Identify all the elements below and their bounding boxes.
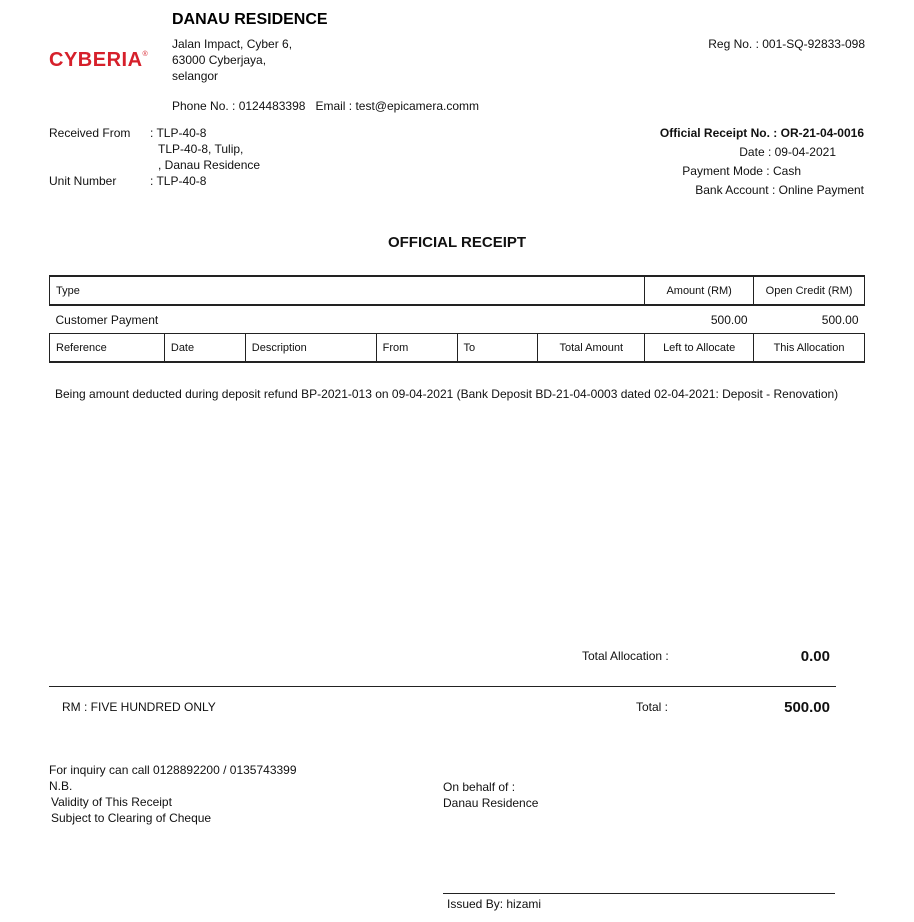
row-open-credit: 500.00 bbox=[821, 312, 859, 327]
document-title: OFFICIAL RECEIPT bbox=[387, 234, 527, 251]
col-from: From bbox=[376, 334, 457, 363]
received-from-label: Received From bbox=[49, 126, 131, 140]
nb-text: N.B. bbox=[49, 779, 73, 793]
received-from-line-2: TLP-40-8, Tulip, bbox=[158, 142, 244, 156]
totals-divider bbox=[49, 686, 836, 687]
issued-by: Issued By: hizami bbox=[447, 897, 542, 911]
col-this-allocation: This Allocation bbox=[754, 334, 865, 363]
cyberia-logo bbox=[49, 49, 148, 72]
col-to: To bbox=[457, 334, 538, 363]
type-header: Type bbox=[50, 276, 645, 305]
receipt-table bbox=[49, 275, 865, 363]
table-columns-header-row bbox=[50, 334, 865, 363]
inquiry-text: For inquiry can call 0128892200 / 0135743399 bbox=[49, 763, 297, 777]
bank-account: Bank Account : Online Payment bbox=[695, 183, 864, 197]
open-credit-header: Open Credit (RM) bbox=[754, 276, 865, 305]
unit-number-value: : TLP-40-8 bbox=[150, 174, 207, 188]
row-type: Customer Payment bbox=[55, 312, 159, 327]
on-behalf-label: On behalf of : bbox=[443, 780, 516, 794]
total-allocation-value: 0.00 bbox=[800, 648, 830, 665]
payment-mode: Payment Mode : Cash bbox=[682, 164, 801, 178]
table-type-header-row bbox=[50, 276, 865, 305]
company-contact: Phone No. : 0124483398 Email : test@epicamera.comm bbox=[172, 99, 480, 113]
amount-in-words: RM : FIVE HUNDRED ONLY bbox=[62, 700, 216, 714]
unit-number-label: Unit Number bbox=[49, 174, 117, 188]
signature-line bbox=[443, 893, 835, 894]
receipt-date: Date : 09-04-2021 bbox=[739, 145, 836, 159]
address-line-1: Jalan Impact, Cyber 6, bbox=[172, 37, 293, 51]
validity-text: Validity of This Receipt bbox=[51, 795, 172, 809]
table-row bbox=[50, 305, 865, 334]
registered-mark: ® bbox=[142, 51, 149, 58]
row-amount: 500.00 bbox=[710, 312, 748, 327]
registration-number: Reg No. : 001-SQ-92833-098 bbox=[708, 37, 865, 51]
company-name: DANAU RESIDENCE bbox=[172, 11, 328, 28]
col-total-amount: Total Amount bbox=[538, 334, 645, 363]
col-date: Date bbox=[164, 334, 245, 363]
clearing-text: Subject to Clearing of Cheque bbox=[51, 811, 212, 825]
amount-header: Amount (RM) bbox=[645, 276, 754, 305]
total-label: Total : bbox=[636, 700, 669, 714]
receipt-number-label: Official Receipt No. : bbox=[659, 126, 778, 140]
receipt-number-value: OR-21-04-0016 bbox=[780, 126, 864, 140]
address-line-3: selangor bbox=[172, 69, 219, 83]
col-description: Description bbox=[245, 334, 376, 363]
received-from-line-1: : TLP-40-8 bbox=[150, 126, 207, 140]
receipt-description: Being amount deducted during deposit refund BP-2021-013 on 09-04-2021 (Bank Deposit BD-21-04-0003 dated 02-04-2021: Deposit - Renovation) bbox=[55, 387, 839, 401]
col-left-to-allocate: Left to Allocate bbox=[645, 334, 754, 363]
col-reference: Reference bbox=[50, 334, 165, 363]
receipt-number bbox=[660, 126, 864, 140]
total-value: 500.00 bbox=[784, 699, 830, 716]
logo-text: CYBERIA bbox=[49, 49, 143, 71]
received-from-line-3: , Danau Residence bbox=[158, 158, 261, 172]
address-line-2: 63000 Cyberjaya, bbox=[172, 53, 267, 67]
on-behalf-name: Danau Residence bbox=[443, 796, 539, 810]
total-allocation-label: Total Allocation : bbox=[582, 649, 669, 663]
